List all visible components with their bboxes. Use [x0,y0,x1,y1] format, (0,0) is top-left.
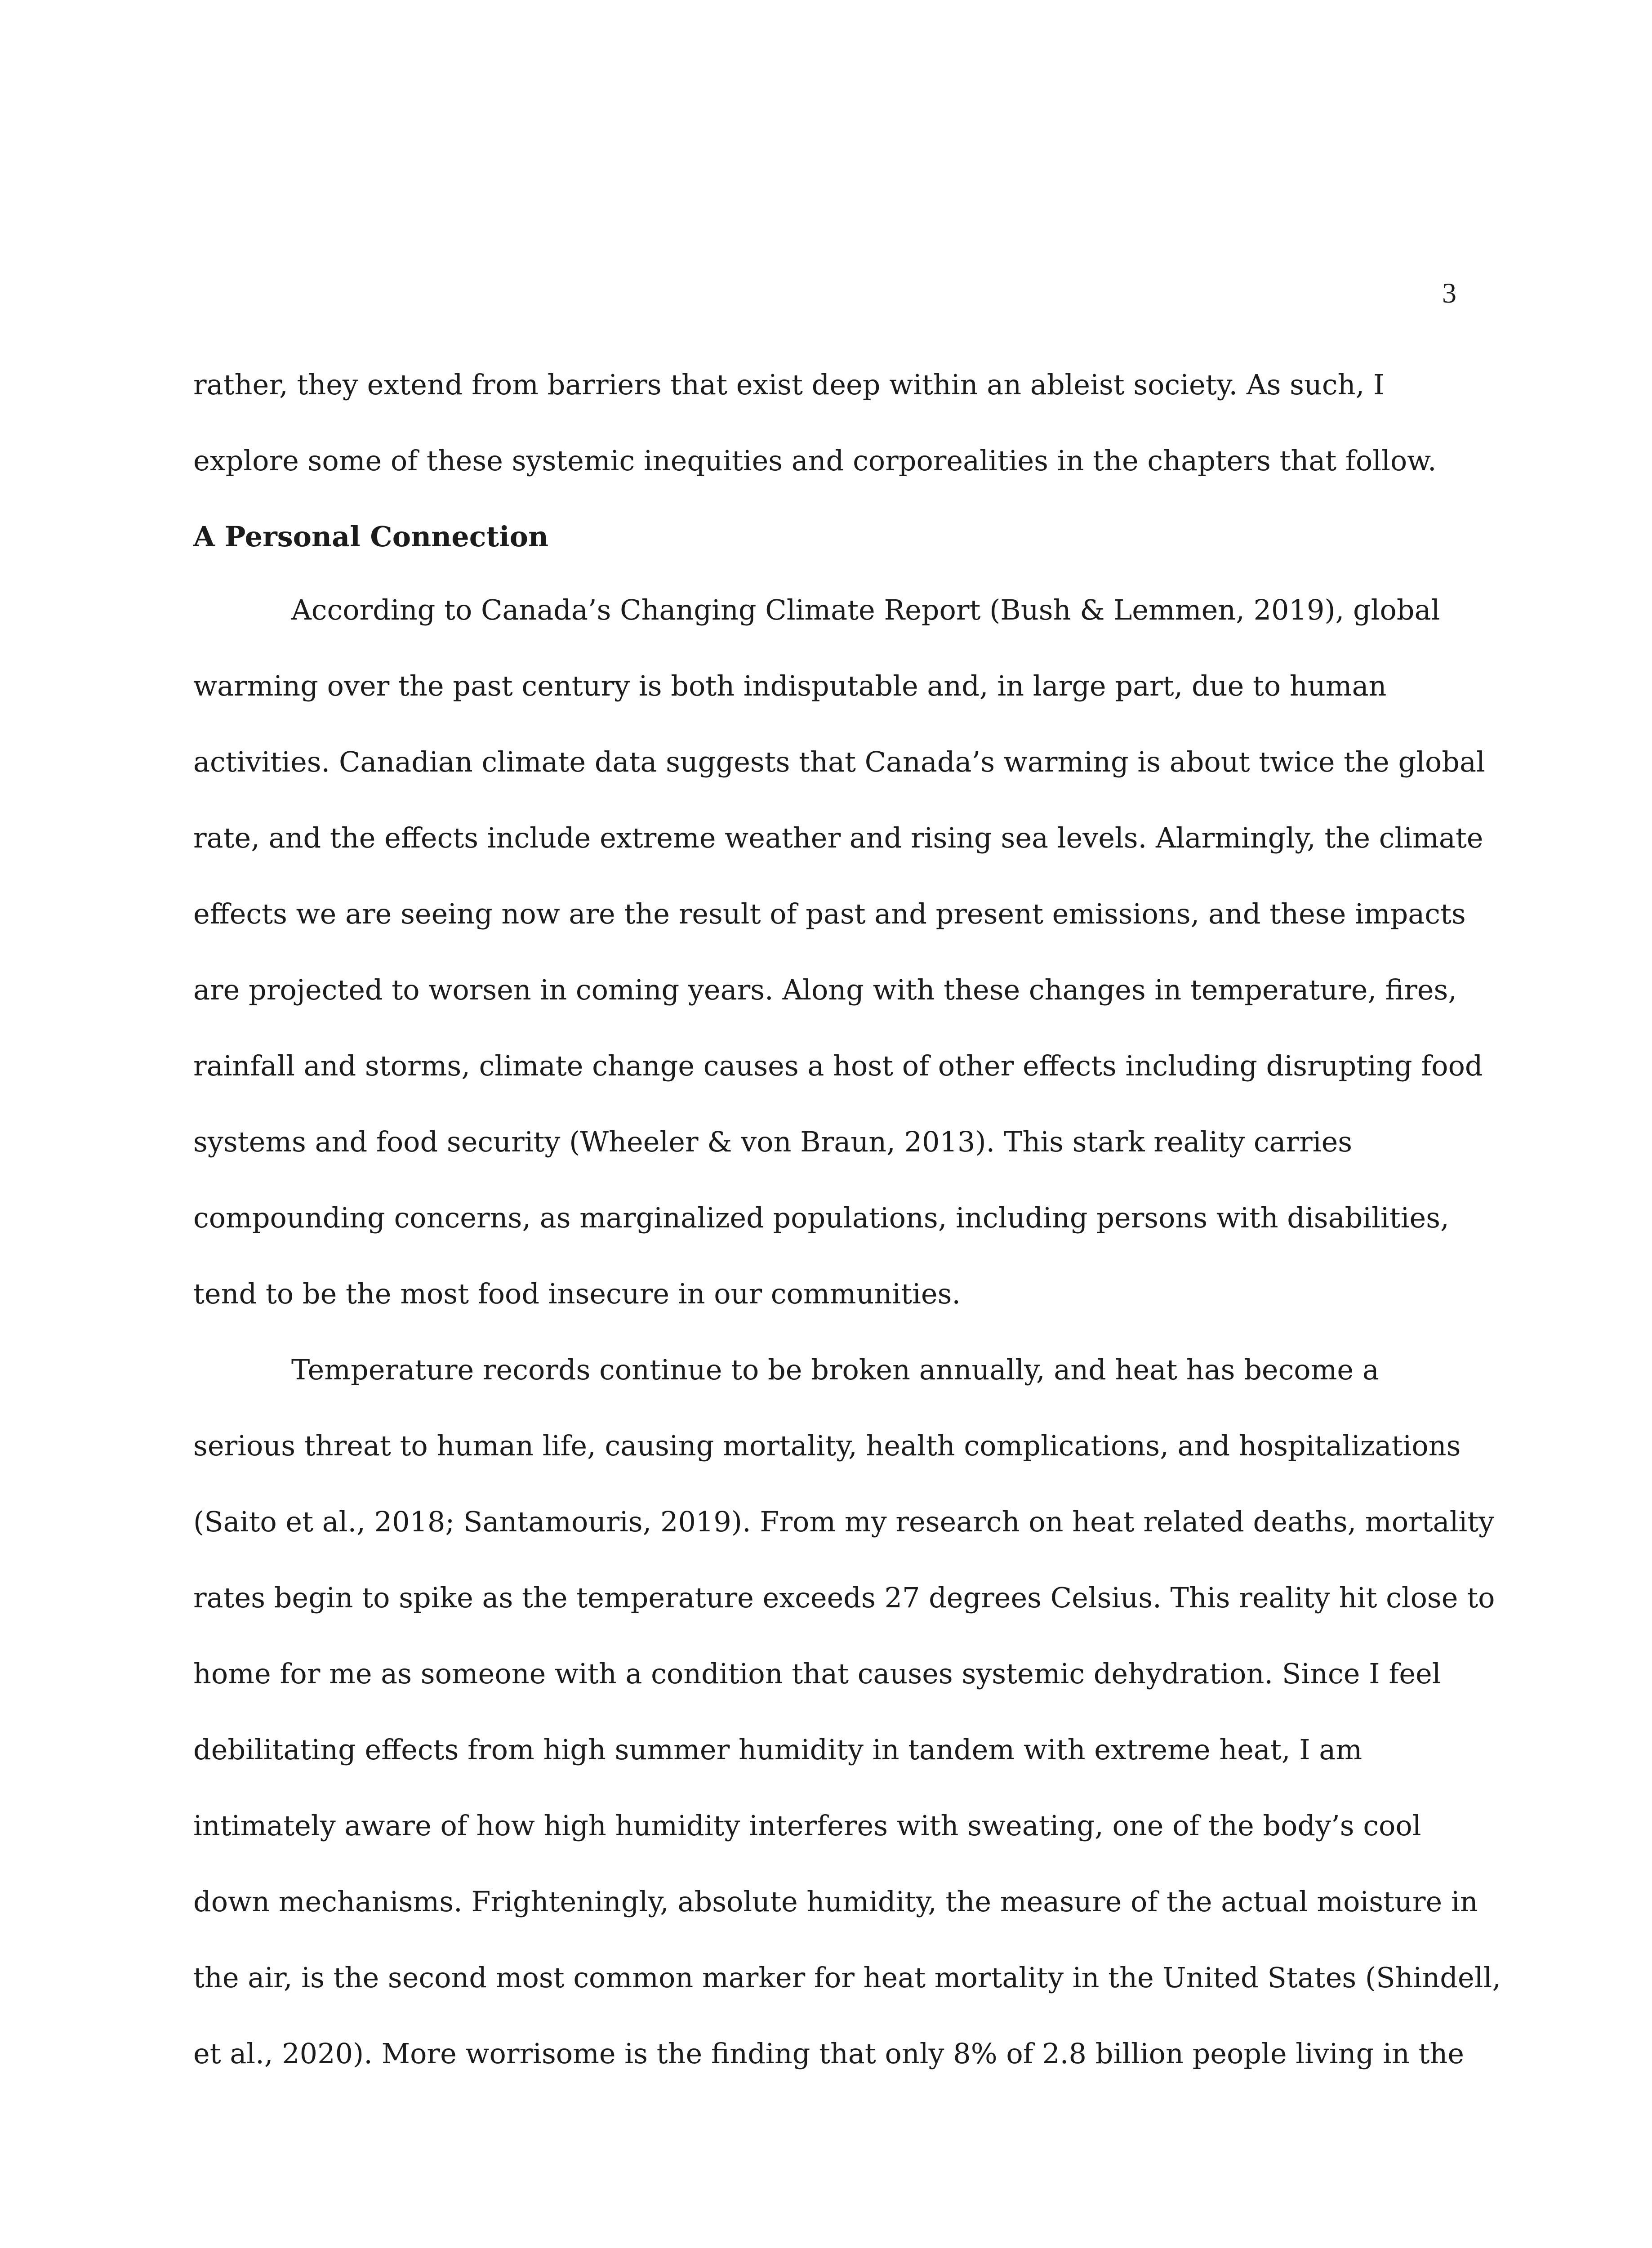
text-line: are projected to worsen in coming years. Along with these changes in temperature, fires, [193,973,1457,1006]
section-heading: A Personal Connection [193,520,549,553]
text-line: systems and food security (Wheeler & von Braun, 2013). This stark reality carries [193,1125,1353,1158]
text-line: (Saito et al., 2018; Santamouris, 2019). From my research on heat related deaths, mortality [193,1505,1495,1538]
text-line: serious threat to human life, causing mortality, health complications, and hospitalizations [193,1429,1461,1462]
text-line: rates begin to spike as the temperature exceeds 27 degrees Celsius. This reality hit close to [193,1581,1495,1614]
text-line: effects we are seeing now are the result of past and present emissions, and these impacts [193,897,1466,930]
text-line: home for me as someone with a condition that causes systemic dehydration. Since I feel [193,1657,1441,1690]
text-line: intimately aware of how high humidity interferes with sweating, one of the body’s cool [193,1809,1421,1842]
text-line: down mechanisms. Frighteningly, absolute humidity, the measure of the actual moisture in [193,1885,1478,1918]
text-line: rather, they extend from barriers that exist deep within an ableist society. As such, I [193,368,1385,401]
text-line: compounding concerns, as marginalized populations, including persons with disabilities, [193,1201,1449,1234]
text-line: warming over the past century is both indisputable and, in large part, due to human [193,669,1387,702]
text-line: tend to be the most food insecure in our communities. [193,1277,961,1310]
text-line: rainfall and storms, climate change causes a host of other effects including disrupting food [193,1049,1483,1082]
text-line: the air, is the second most common marker for heat mortality in the United States (Shindell, [193,1961,1501,1994]
text-line: activities. Canadian climate data suggests that Canada’s warming is about twice the global [193,745,1485,778]
body-text [193,362,1501,2107]
text-line: rate, and the effects include extreme weather and rising sea levels. Alarmingly, the climate [193,821,1483,854]
text-line: explore some of these systemic inequities and corporealities in the chapters that follow. [193,444,1437,477]
text-line: et al., 2020). More worrisome is the finding that only 8% of 2.8 billion people living in the [193,2037,1465,2070]
page-number: 3 [1442,277,1456,309]
text-line: debilitating effects from high summer humidity in tandem with extreme heat, I am [193,1733,1363,1766]
text-line: Temperature records continue to be broken annually, and heat has become a [291,1353,1379,1386]
text-line: According to Canada’s Changing Climate Report (Bush & Lemmen, 2019), global [291,593,1440,626]
